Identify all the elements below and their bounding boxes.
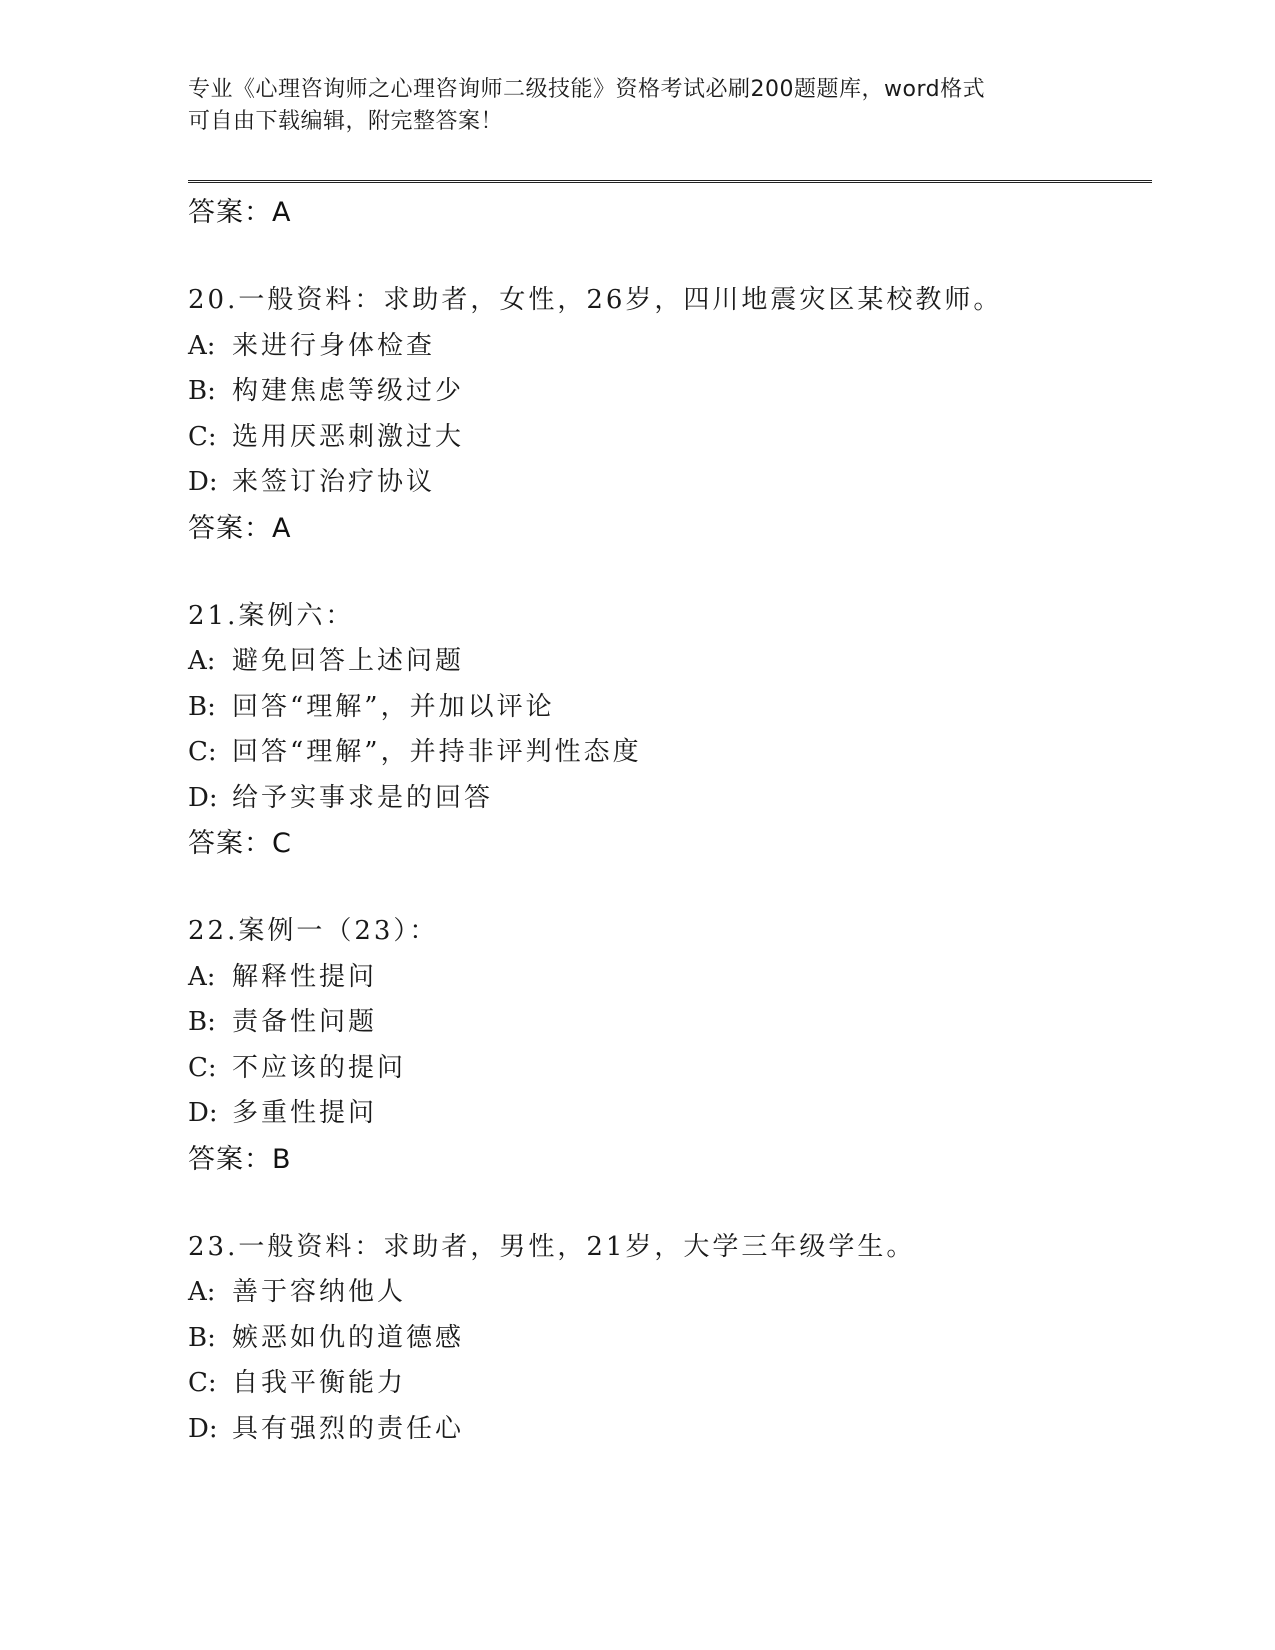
option-b — [188, 1000, 1148, 1046]
option-text: 自我平衡能力 — [232, 1368, 407, 1398]
option-letter: B: — [188, 691, 216, 722]
option-letter: B: — [188, 1322, 216, 1353]
question-list — [188, 190, 1148, 1495]
option-letter: B: — [188, 376, 216, 406]
document-header — [188, 74, 1088, 138]
option-letter: A: — [188, 961, 216, 992]
option-letter: C: — [188, 421, 217, 452]
option-text: 回答“理解”，并持非评判性态度 — [232, 737, 642, 767]
option-letter: A: — [188, 646, 216, 676]
question-stem: 23.一般资料：求助者，男性，21岁，大学三年级学生。 — [188, 1231, 916, 1262]
option-letter: D: — [188, 782, 218, 813]
option-b — [188, 1316, 1148, 1362]
option-text: 回答“理解”，并加以评论 — [232, 691, 555, 722]
option-letter: D: — [188, 1413, 218, 1444]
option-d — [188, 776, 1148, 822]
question-stem: 21.案例六： — [188, 600, 355, 631]
option-letter: C: — [188, 1368, 217, 1398]
option-text: 不应该的提问 — [232, 1052, 407, 1083]
option-a — [188, 324, 1148, 370]
option-d — [188, 1091, 1148, 1137]
answer-line: 答案：B — [188, 1143, 292, 1175]
option-letter: C: — [188, 1052, 217, 1083]
option-d — [188, 460, 1148, 506]
option-text: 嫉恶如仇的道德感 — [232, 1322, 465, 1353]
answer-line: 答案：A — [188, 197, 292, 228]
header-divider — [188, 180, 1152, 183]
option-c — [188, 1361, 1148, 1407]
option-text: 构建焦虑等级过少 — [232, 376, 465, 406]
option-b — [188, 685, 1148, 731]
option-text: 给予实事求是的回答 — [232, 782, 494, 813]
question-block — [188, 1225, 1148, 1453]
option-text: 解释性提问 — [232, 961, 378, 992]
option-b — [188, 369, 1148, 415]
option-c — [188, 1046, 1148, 1092]
option-letter: B: — [188, 1007, 216, 1037]
option-text: 来签订治疗协议 — [232, 467, 436, 497]
option-letter: A: — [188, 1277, 216, 1307]
question-stem: 20.一般资料：求助者，女性，26岁，四川地震灾区某校教师。 — [188, 285, 1003, 315]
header-title-line-1: 专业《心理咨询师之心理咨询师二级技能》资格考试必刷200题题库，word格式 — [188, 77, 986, 102]
option-text: 避免回答上述问题 — [232, 646, 465, 676]
option-c — [188, 730, 1148, 776]
question-stem: 22.案例一（23）： — [188, 916, 439, 946]
option-text: 多重性提问 — [232, 1098, 378, 1128]
option-text: 责备性问题 — [232, 1007, 378, 1037]
question-block — [188, 594, 1148, 867]
option-letter: C: — [188, 737, 217, 767]
option-a — [188, 639, 1148, 685]
option-d — [188, 1407, 1148, 1453]
option-c — [188, 415, 1148, 461]
question-block — [188, 909, 1148, 1182]
header-title-line-2: 可自由下载编辑，附完整答案！ — [188, 109, 504, 134]
option-letter: D: — [188, 467, 218, 497]
option-letter: D: — [188, 1098, 218, 1128]
answer-line: 答案：C — [188, 828, 292, 859]
question-block — [188, 278, 1148, 551]
option-a — [188, 1270, 1148, 1316]
answer-line: 答案：A — [188, 512, 292, 544]
option-text: 具有强烈的责任心 — [232, 1413, 465, 1444]
option-text: 选用厌恶刺激过大 — [232, 421, 465, 452]
option-letter: A: — [188, 330, 216, 361]
option-text: 来进行身体检查 — [232, 330, 436, 361]
option-text: 善于容纳他人 — [232, 1277, 407, 1307]
option-a — [188, 955, 1148, 1001]
